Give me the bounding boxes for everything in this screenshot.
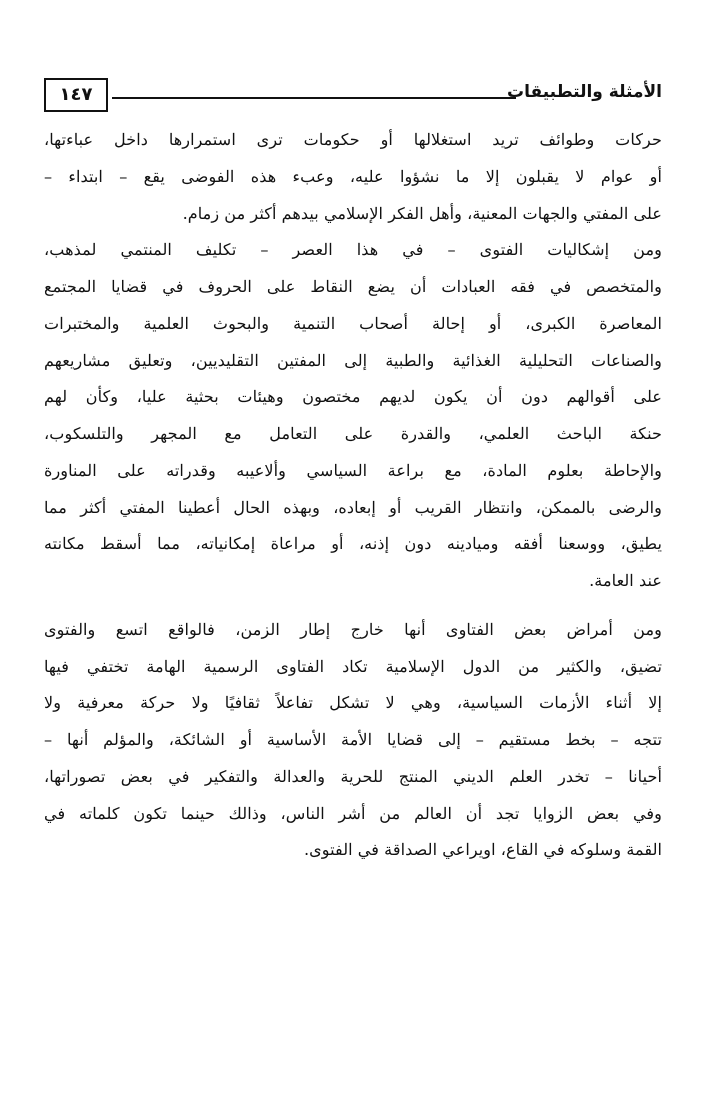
text-line: حنكة الباحث العلمي، والقدرة على التعامل مع المجهر والتلسكوب، xyxy=(44,424,662,443)
paragraph-1 xyxy=(44,122,662,232)
text-line: يطيق، ووسعنا أفقه وميادينه دون إذنه، أو مراعاة إمكانياته، مما أسقط مكانته xyxy=(44,534,662,554)
text-line: وفي بعض الزوايا تجد أن العالم من أشر الناس، وذالك حينما تكون كلماته في xyxy=(44,803,662,823)
page-number: ١٤٧ xyxy=(44,78,108,112)
text-line: تتجه – بخط مستقيم – إلى قضايا الأمة الأساسية أو الشائكة، والمؤلم أنها – xyxy=(44,730,662,749)
text-line: المعاصرة الكبرى، أو إحالة أصحاب التنمية والبحوث العلمية والمختبرات xyxy=(44,313,662,333)
text-line: أو عوام لا يقبلون إلا ما نشؤوا عليه، وعبء هذه الفوضى يقع – ابتداء – xyxy=(44,166,662,186)
text-line: ومن إشكاليات الفتوى – في هذا العصر – تكليف المنتمي لمذهب، xyxy=(44,240,662,260)
text-line: ومن أمراض بعض الفتاوى أنها خارج إطار الزمن، فالواقع اتسع والفتوى xyxy=(44,619,662,639)
body-text xyxy=(44,122,662,869)
text-line: على المفتي والجهات المعنية، وأهل الفكر الإسلامي بيدهم أكثر من زمام. xyxy=(182,203,662,223)
text-line: حركات وطوائف تريد استغلالها أو حكومات ترى استمرارها داخل عباءتها، xyxy=(44,130,662,149)
text-line: والرضى بالممكن، وانتظار القريب أو إبعاده، وبهذه الحال أعطينا المفتي أكثر مما xyxy=(44,497,662,517)
text-line: على أقوالهم دون أن يكون لديهم مختصون وهيئات بحثية عليا، وكأن لهم xyxy=(44,387,662,407)
page-header xyxy=(44,78,662,112)
text-line: إلا أثناء الأزمات السياسية، وهي لا تشكل تفاعلاً ثقافيًا ولا حركة معرفية ولا xyxy=(44,693,662,713)
text-line: والمتخصص في فقه العبادات أن يضع النقاط على الحروف في قضايا المجتمع xyxy=(44,277,662,296)
text-line: تضيق، والكثير من الدول الإسلامية تكاد الفتاوى الرسمية الهامة تختفي فيها xyxy=(44,656,662,676)
text-line: أحيانا – تخدر العلم الديني المنتج للحرية والعدالة والتفكير في بعض تصوراتها، xyxy=(44,766,662,786)
text-line: والصناعات التحليلية الغذائية والطبية إلى المفتين التقليديين، وتعليق مشاريعهم xyxy=(44,350,662,370)
text-line: القمة وسلوكه في القاع، اويراعي الصداقة في الفتوى. xyxy=(303,840,662,860)
header-rule xyxy=(112,97,516,99)
paragraph-2 xyxy=(44,232,662,600)
text-line: والإحاطة بعلوم المادة، مع براعة السياسي وألاعيبه وقدراته على المناورة xyxy=(44,460,662,480)
text-line: عند العامة. xyxy=(589,571,662,590)
paragraph-3 xyxy=(44,612,662,869)
paragraph-gap xyxy=(44,600,662,612)
running-title: الأمثلة والتطبيقات xyxy=(507,82,662,102)
